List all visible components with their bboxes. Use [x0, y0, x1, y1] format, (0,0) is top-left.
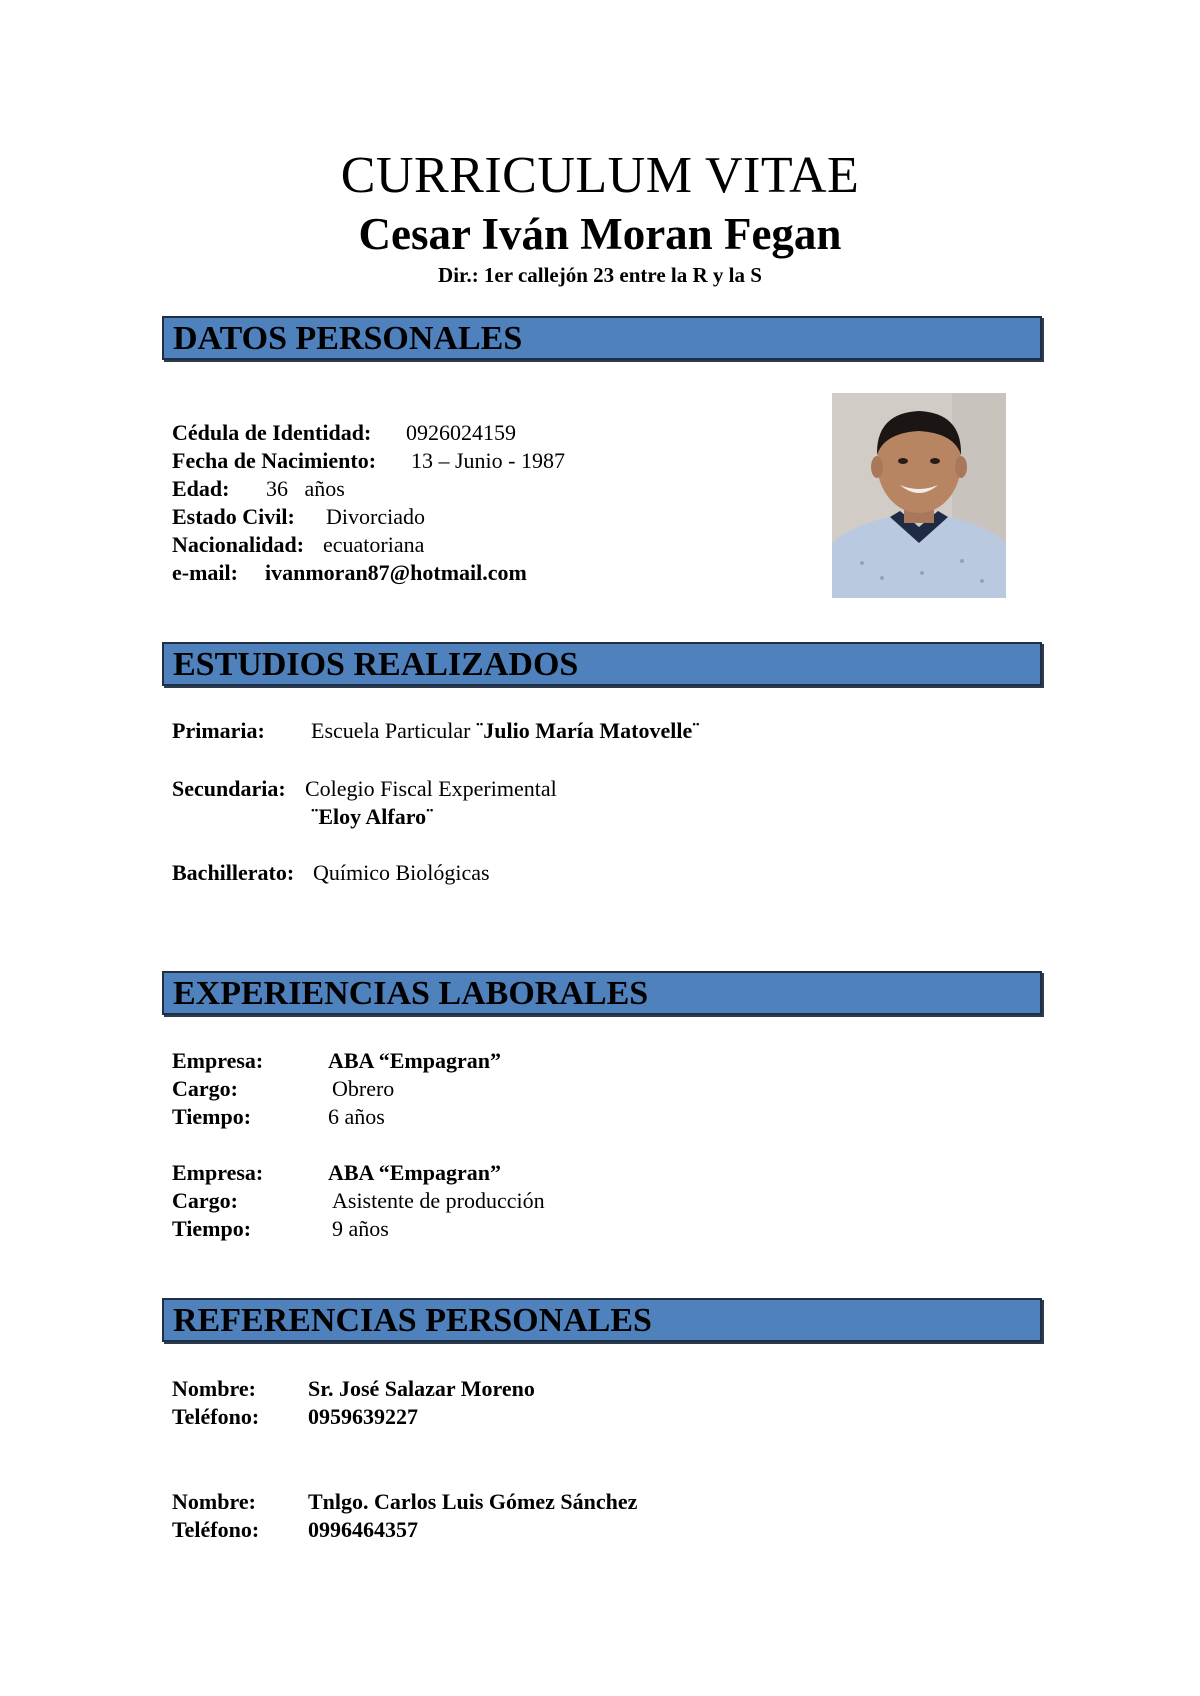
- reference-value: 0959639227: [308, 1404, 418, 1429]
- job-value: Asistente de producción: [332, 1188, 545, 1213]
- field-label: Edad:: [172, 476, 230, 501]
- field-label: Fecha de Nacimiento:: [172, 448, 377, 473]
- job-label: Empresa:: [172, 1048, 264, 1073]
- candidate-address: Dir.: 1er callejón 23 entre la R y la S: [438, 263, 762, 287]
- reference-label: Teléfono:: [172, 1404, 260, 1429]
- section-header-experience: [162, 971, 1042, 1015]
- job-label: Empresa:: [172, 1160, 264, 1185]
- field-label: Nacionalidad:: [172, 532, 305, 557]
- reference-value: Sr. José Salazar Moreno: [308, 1376, 535, 1401]
- job-label: Tiempo:: [172, 1216, 252, 1241]
- study-value-prefix: Escuela Particular: [311, 718, 471, 743]
- job-value: ABA “Empagran”: [328, 1048, 501, 1073]
- job-label: Cargo:: [172, 1188, 238, 1213]
- field-label: Cédula de Identidad:: [172, 420, 372, 445]
- job-value: ABA “Empagran”: [328, 1160, 501, 1185]
- person-photo-icon: [832, 393, 1006, 598]
- section-header-references: [162, 1298, 1042, 1342]
- email-link[interactable]: ivanmoran87@hotmail.com: [265, 560, 527, 585]
- study-value-school: ¨Eloy Alfaro¨: [311, 804, 434, 829]
- study-label: Primaria:: [172, 718, 265, 743]
- section-header-studies: [162, 642, 1042, 686]
- section-header-personal: [162, 316, 1042, 360]
- field-value: 13 – Junio - 1987: [411, 448, 565, 473]
- candidate-name: Cesar Iván Moran Fegan: [358, 209, 842, 259]
- field-value: ecuatoriana: [323, 532, 425, 557]
- field-value: 36 años: [266, 476, 345, 501]
- field-label: e-mail:: [172, 560, 238, 585]
- job-value: 9 años: [332, 1216, 389, 1241]
- job-label: Tiempo:: [172, 1104, 252, 1129]
- field-value: Divorciado: [326, 504, 425, 529]
- study-value-school: ¨Julio María Matovelle¨: [475, 718, 700, 743]
- job-value: Obrero: [332, 1076, 395, 1101]
- reference-label: Teléfono:: [172, 1517, 260, 1542]
- study-value: Colegio Fiscal Experimental: [305, 776, 557, 801]
- section-title-studies: ESTUDIOS REALIZADOS: [173, 646, 579, 683]
- section-title-experience: EXPERIENCIAS LABORALES: [173, 975, 649, 1012]
- reference-label: Nombre:: [172, 1376, 256, 1401]
- field-label: Estado Civil:: [172, 504, 295, 529]
- section-title-personal: DATOS PERSONALES: [173, 320, 523, 357]
- job-value: 6 años: [328, 1104, 385, 1129]
- reference-label: Nombre:: [172, 1489, 256, 1514]
- study-value: Químico Biológicas: [313, 860, 490, 885]
- job-label: Cargo:: [172, 1076, 238, 1101]
- photo-svg: [832, 393, 1006, 598]
- study-label: Secundaria:: [172, 776, 286, 801]
- reference-value: Tnlgo. Carlos Luis Gómez Sánchez: [308, 1489, 638, 1514]
- reference-value: 0996464357: [308, 1517, 418, 1542]
- study-label: Bachillerato:: [172, 860, 295, 885]
- field-value: 0926024159: [406, 420, 516, 445]
- section-title-references: REFERENCIAS PERSONALES: [173, 1302, 652, 1339]
- document-title: CURRICULUM VITAE: [340, 147, 860, 204]
- study-value: [311, 718, 700, 744]
